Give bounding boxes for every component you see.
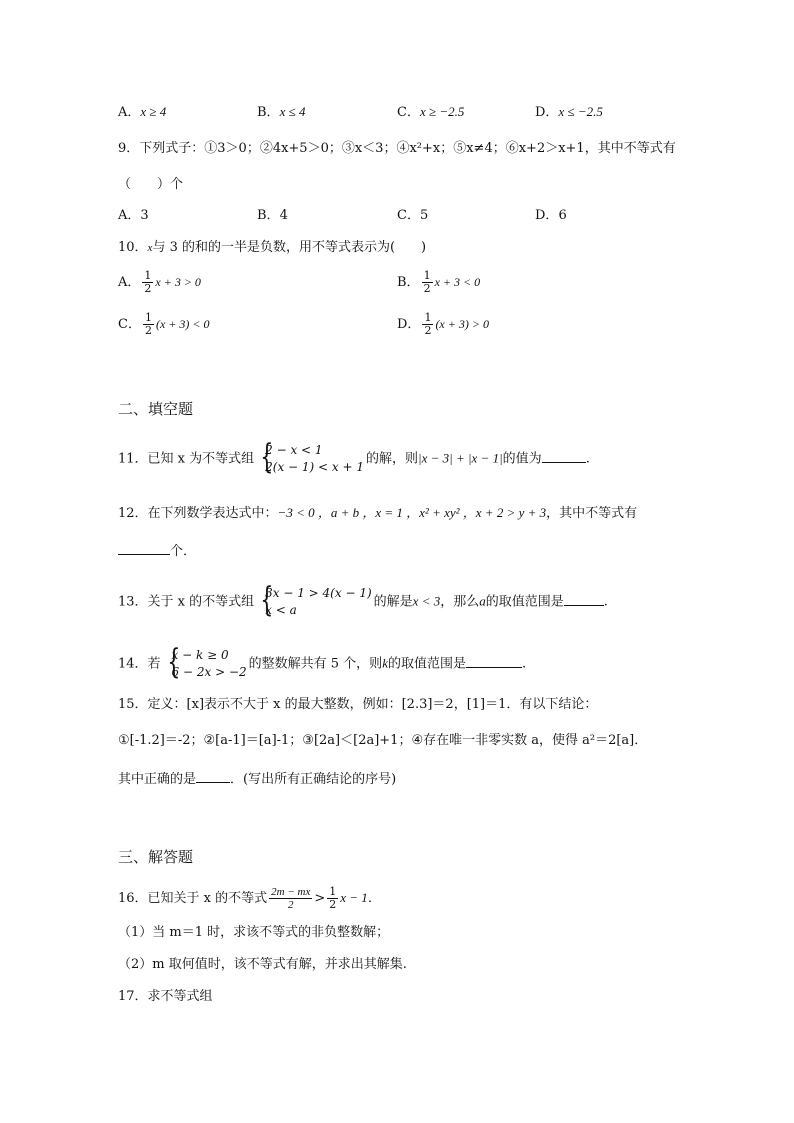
q9-option-c xyxy=(397,206,428,226)
question-text: 14．若 xyxy=(118,656,161,672)
system-row-1: x − k ≥ 0 xyxy=(171,648,229,662)
q9-stem: 9．下列式子：①3＞0；②4x+5＞0；③x＜3；④x²+x；⑤x≠4；⑥x+2＞x+1，其中不等式有 xyxy=(118,141,676,156)
option-label: D． xyxy=(535,105,559,120)
option-text: 3 xyxy=(140,208,149,223)
question-text: 的取值范围是 xyxy=(387,656,466,672)
fraction: $\frac{1}{2}$ xyxy=(423,269,431,295)
question-text: 的整数解共有 5 个，则 xyxy=(248,656,383,672)
expression-tail: x − 1． xyxy=(340,890,381,905)
q16-part2: （2）m 取何值时，该不等式有解，并求出其解集. xyxy=(118,957,407,972)
question-text: ，那么 xyxy=(440,594,480,610)
section-heading-fill-in: 二、填空题 xyxy=(118,400,194,418)
q8-option-b xyxy=(257,102,305,123)
variable-k: k xyxy=(382,655,388,671)
answer-blank[interactable] xyxy=(118,540,170,555)
option-text: 6 xyxy=(558,208,567,223)
question-end: . xyxy=(603,594,608,610)
option-label: C． xyxy=(118,317,141,332)
option-label: B． xyxy=(257,105,280,120)
system-row-1: 3x − 1 > 4(x − 1) xyxy=(265,586,372,600)
q10-option-d xyxy=(397,312,489,337)
question-text: 的解，则 xyxy=(366,451,419,467)
option-text: x ≤ 4 xyxy=(279,104,306,119)
question-text: 的取值范围是 xyxy=(485,594,564,610)
answer-blank[interactable] xyxy=(542,448,586,463)
question-end: . xyxy=(521,656,527,672)
inequality-system: { 3x − 1 > 4(x − 1) x < a xyxy=(260,580,372,620)
option-label: A． xyxy=(118,275,141,290)
q17-stem: 17．求不等式组 xyxy=(118,989,213,1004)
option-expression: x + 3 < 0 xyxy=(434,275,481,289)
inequality-system: { x − k ≥ 0 6 − 2x > −2 xyxy=(166,642,247,682)
q10-option-c xyxy=(118,312,209,337)
option-text: x ≥ 4 xyxy=(140,104,167,119)
greater-than: > xyxy=(314,891,326,906)
section-heading-solve: 三、解答题 xyxy=(118,848,194,866)
system-row-1: 2 − x < 1 xyxy=(265,443,323,457)
q12 xyxy=(118,503,637,524)
q10-option-b xyxy=(397,270,480,295)
q13 xyxy=(118,580,608,620)
q15-line3 xyxy=(118,768,396,790)
option-expression: (x + 3) > 0 xyxy=(435,317,489,331)
question-text: 其中正确的是 xyxy=(118,772,197,787)
option-label: D． xyxy=(397,317,421,332)
question-text: 个． xyxy=(170,544,197,559)
option-label: C． xyxy=(397,105,420,120)
expression-list: −3 < 0 ，a + b ，x = 1 ，x² + xy² ，x + 2 > y + 3 xyxy=(277,505,547,520)
question-text: 11．已知 x 为不等式组 xyxy=(118,451,255,467)
question-text: 的解是 xyxy=(373,594,413,610)
absolute-expression: |x − 3| + |x − 1| xyxy=(418,450,503,466)
fraction-right: $\frac{1}{2}$ xyxy=(329,885,337,911)
q10-stem xyxy=(118,238,426,258)
fraction: $\frac{1}{2}$ xyxy=(144,311,152,337)
option-text: x ≤ −2.5 xyxy=(558,104,603,119)
option-label: D． xyxy=(535,208,559,223)
answer-blank[interactable] xyxy=(564,591,604,606)
q12-line2 xyxy=(118,540,196,562)
q16 xyxy=(118,886,381,911)
q15-line1: 15．定义：[x]表示不大于 x 的最大整数，例如：[2.3]＝2，[1]＝1．有以下结论： xyxy=(118,697,598,712)
variable-x: x xyxy=(147,242,153,254)
question-text: 的值为 xyxy=(502,451,542,467)
inequality-system: { 2 − x < 1 2(x − 1) < x + 1 xyxy=(260,437,364,477)
question-text: 与 3 的和的一半是负数，用不等式表示为( ) xyxy=(152,240,427,255)
fraction: $\frac{1}{2}$ xyxy=(424,311,432,337)
fraction: $\frac{1}{2}$ xyxy=(144,269,152,295)
answer-blank[interactable] xyxy=(196,768,230,783)
option-text: 4 xyxy=(279,208,288,223)
option-label: B． xyxy=(397,275,420,290)
question-text: 13．关于 x 的不等式组 xyxy=(118,594,255,610)
option-label: A． xyxy=(118,208,141,223)
q9-option-d xyxy=(535,206,567,226)
option-label: B． xyxy=(257,208,280,223)
q9-option-a xyxy=(118,206,149,226)
q8-option-d xyxy=(535,102,603,123)
fraction-left: $\frac{2m - mx}{2}$ xyxy=(271,886,311,911)
answer-blank[interactable] xyxy=(466,653,522,668)
question-end: . xyxy=(585,451,590,467)
question-number: 10． xyxy=(118,240,148,255)
question-text: ．(写出所有正确结论的序号) xyxy=(230,772,397,787)
q10-option-a xyxy=(118,270,201,295)
option-label: A． xyxy=(118,105,141,120)
option-text: x ≥ −2.5 xyxy=(419,104,465,119)
option-expression: (x + 3) < 0 xyxy=(155,317,210,331)
q11 xyxy=(118,437,590,477)
variable-a: a xyxy=(479,593,486,609)
question-text: 16．已知关于 x 的不等式 xyxy=(118,891,268,906)
question-text: ，其中不等式有 xyxy=(546,506,638,521)
q15-line2: ①[-1.2]＝-2；②[a-1]＝[a]-1；③[2a]＜[2a]+1；④存在唯一非零实数 a，使得 a²＝2[a]． xyxy=(118,733,648,748)
option-expression: x + 3 > 0 xyxy=(155,275,201,289)
q9-option-b xyxy=(257,206,288,226)
system-row-2: 6 − 2x > −2 xyxy=(171,665,247,679)
system-row-2: x < a xyxy=(265,603,297,617)
option-text: 5 xyxy=(419,208,429,223)
question-text: 12．在下列数学表达式中： xyxy=(118,506,278,521)
q9-stem-cont: （ ）个 xyxy=(118,177,184,192)
q8-option-a xyxy=(118,102,166,123)
q14 xyxy=(118,642,527,682)
q8-option-c xyxy=(397,102,464,123)
solution-expression: x < 3 xyxy=(412,593,441,609)
q16-part1: （1）当 m＝1 时，求该不等式的非负整数解； xyxy=(118,925,390,940)
system-row-2: 2(x − 1) < x + 1 xyxy=(265,460,364,474)
option-label: C． xyxy=(397,208,420,223)
